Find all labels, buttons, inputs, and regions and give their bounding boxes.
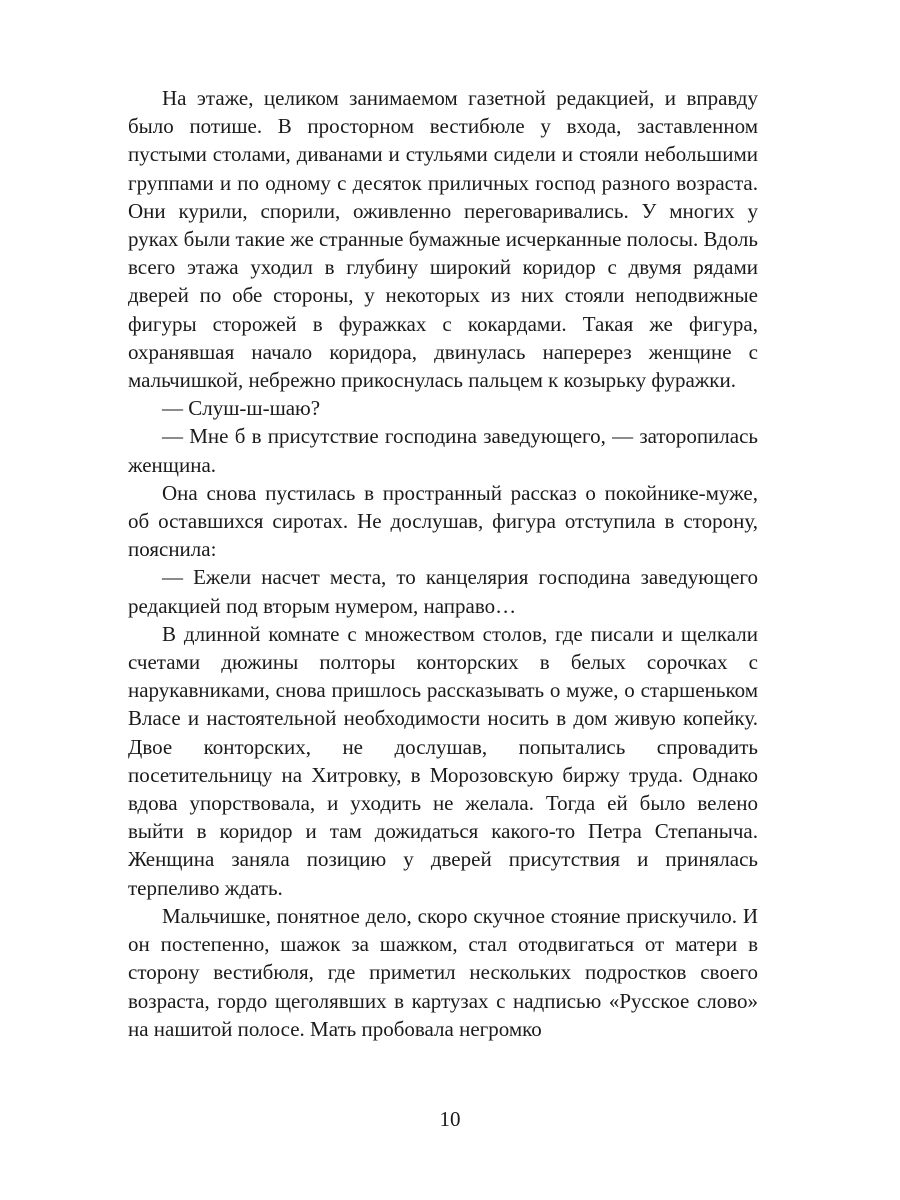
paragraph-2-dialogue: — Слуш-ш-шаю? — [162, 396, 321, 421]
paragraph-7: Мальчишке, понятное дело, скоро скучное стояние прискучило. И он постепенно, шажок за шажком, стал отодвигаться от матери в сторону вестибюля, где приметил нескольких подростков своего возраста, гордо щеголявших в картузах с надписью «Русское слово» на нашитой полосе. Мать пробовала негромко — [128, 903, 758, 1041]
body-text — [128, 84, 758, 1043]
paragraph-5-dialogue: — Ежели насчет места, то канцелярия господина заведующего редакцией под вторым нумером, направо… — [128, 565, 758, 618]
paragraph-1: На этаже, целиком занимаемом газетной редакцией, и вправду было потише. В просторном вестибюле у входа, заставленном пустыми столами, диванами и стульями сидели и стояли небольшими группами и по одному с десяток приличных господ разного возраста. Они курили, спорили, оживленно переговаривались. У многих у руках были такие же странные бумажные исчерканные полосы. Вдоль всего этажа уходил в глубину широкий коридор с двумя рядами дверей по обе стороны, у некоторых из них стояли неподвижные фигуры сторожей в фуражках с кокардами. Такая же фигура, охранявшая начало коридора, двинулась наперерез женщине с мальчишкой, небрежно прикоснулась пальцем к козырьку фуражки. — [128, 86, 758, 393]
paragraph-3-dialogue: — Мне б в присутствие господина заведующего, — заторопилась женщина. — [128, 424, 758, 477]
page-number: 10 — [439, 1107, 461, 1131]
paragraph-6: В длинной комнате с множеством столов, где писали и щелкали счетами дюжины полторы конторских в белых сорочках с нарукавниками, снова пришлось рассказывать о муже, о старшеньком Власе и настоятельной необходимости носить в дом живую копейку. Двое конторских, не дослушав, попытались спровадить посетительницу на Хитровку, в Морозовскую биржу труда. Однако вдова упорствовала, и уходить не желала. Тогда ей было велено выйти в коридор и там дожидаться какого-то Петра Степаныча. Женщина заняла позицию у дверей присутствия и принялась терпеливо ждать. — [128, 621, 758, 900]
paragraph-4: Она снова пустилась в пространный рассказ о покойнике-муже, об оставшихся сиротах. Не дослушав, фигура отступила в сторону, пояснила: — [128, 480, 758, 562]
